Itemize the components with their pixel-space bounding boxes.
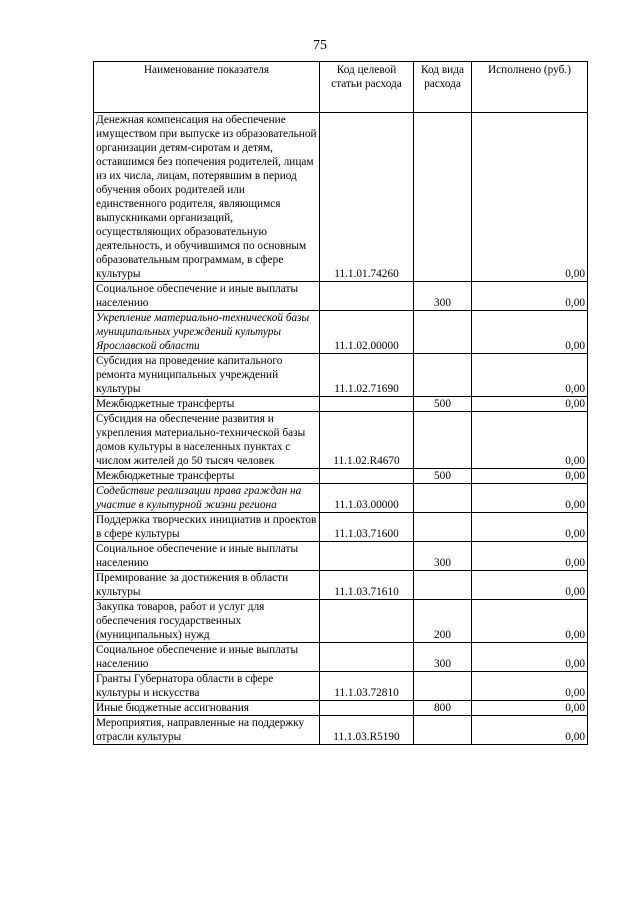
row-name-cell: Субсидия на обеспечение развития и укрепления материально-технической базы домов культуры в населенных пунктах с числом жителей до 50 тысяч человек — [94, 412, 320, 469]
table-row — [94, 354, 588, 397]
table-row — [94, 571, 588, 600]
row-target-code-cell: 11.1.02.71690 — [320, 354, 414, 397]
table-row — [94, 412, 588, 469]
row-amount-cell: 0,00 — [472, 469, 588, 484]
row-name-cell: Поддержка творческих инициатив и проектов в сфере культуры — [94, 513, 320, 542]
row-amount-cell: 0,00 — [472, 513, 588, 542]
row-amount-cell: 0,00 — [472, 542, 588, 571]
row-target-code-cell: 11.1.03.00000 — [320, 484, 414, 513]
row-name-cell: Премирование за достижения в области культуры — [94, 571, 320, 600]
row-type-code-cell — [414, 484, 472, 513]
row-type-code-cell — [414, 672, 472, 701]
row-name-cell: Денежная компенсация на обеспечение имуществом при выпуске из образовательной организации детям-сиротам и детям, оставшимся без попечения родителей, лицам из их числа, лицам, потерявшим в период обучения обоих родителей или единственного родителя, являющимся выпускниками организаций, осуществляющих образовательную деятельность, и обучившимся по основным образовательным программам, в сфере культуры — [94, 113, 320, 282]
header-type-code: Код вида расхода — [414, 62, 472, 113]
row-name-cell: Субсидия на проведение капитального ремонта муниципальных учреждений культуры — [94, 354, 320, 397]
row-amount-cell: 0,00 — [472, 311, 588, 354]
row-type-code-cell: 300 — [414, 542, 472, 571]
row-name-cell: Социальное обеспечение и иные выплаты населению — [94, 282, 320, 311]
row-target-code-cell: 11.1.03.72810 — [320, 672, 414, 701]
row-type-code-cell — [414, 311, 472, 354]
row-type-code-cell: 500 — [414, 469, 472, 484]
row-amount-cell: 0,00 — [472, 354, 588, 397]
row-amount-cell: 0,00 — [472, 716, 588, 745]
row-target-code-cell — [320, 397, 414, 412]
page-number: 75 — [313, 38, 327, 53]
row-target-code-cell: 11.1.03.71600 — [320, 513, 414, 542]
row-name-cell: Межбюджетные трансферты — [94, 469, 320, 484]
row-type-code-cell: 800 — [414, 701, 472, 716]
table-row — [94, 542, 588, 571]
row-amount-cell: 0,00 — [472, 113, 588, 282]
table-body — [94, 113, 588, 745]
row-amount-cell: 0,00 — [472, 600, 588, 643]
row-name-cell: Иные бюджетные ассигнования — [94, 701, 320, 716]
row-amount-cell: 0,00 — [472, 701, 588, 716]
row-target-code-cell — [320, 701, 414, 716]
row-target-code-cell — [320, 542, 414, 571]
row-target-code-cell: 11.1.02.00000 — [320, 311, 414, 354]
row-amount-cell: 0,00 — [472, 643, 588, 672]
row-type-code-cell — [414, 571, 472, 600]
row-name-cell: Содействие реализации права граждан на участие в культурной жизни региона — [94, 484, 320, 513]
header-name: Наименование показателя — [94, 62, 320, 113]
table-row — [94, 397, 588, 412]
table-header — [94, 62, 588, 113]
row-amount-cell: 0,00 — [472, 412, 588, 469]
row-type-code-cell: 500 — [414, 397, 472, 412]
row-type-code-cell: 300 — [414, 282, 472, 311]
row-target-code-cell: 11.1.01.74260 — [320, 113, 414, 282]
row-name-cell: Закупка товаров, работ и услуг для обеспечения государственных (муниципальных) нужд — [94, 600, 320, 643]
row-amount-cell: 0,00 — [472, 672, 588, 701]
table-row — [94, 484, 588, 513]
row-type-code-cell — [414, 513, 472, 542]
row-name-cell: Гранты Губернатора области в сфере культуры и искусства — [94, 672, 320, 701]
row-type-code-cell — [414, 113, 472, 282]
header-amount: Исполнено (руб.) — [472, 62, 588, 113]
row-type-code-cell: 300 — [414, 643, 472, 672]
row-amount-cell: 0,00 — [472, 397, 588, 412]
row-name-cell: Укрепление материально-технической базы муниципальных учреждений культуры Ярославской области — [94, 311, 320, 354]
row-target-code-cell — [320, 469, 414, 484]
row-type-code-cell — [414, 354, 472, 397]
row-name-cell: Социальное обеспечение и иные выплаты населению — [94, 542, 320, 571]
row-name-cell: Межбюджетные трансферты — [94, 397, 320, 412]
header-target-code: Код целевой статьи расхода — [320, 62, 414, 113]
expenditure-table — [93, 61, 588, 745]
table-row — [94, 701, 588, 716]
table-row — [94, 643, 588, 672]
row-type-code-cell: 200 — [414, 600, 472, 643]
table-row — [94, 672, 588, 701]
row-target-code-cell: 11.1.02.R4670 — [320, 412, 414, 469]
row-name-cell: Социальное обеспечение и иные выплаты населению — [94, 643, 320, 672]
row-target-code-cell: 11.1.03.R5190 — [320, 716, 414, 745]
table-row — [94, 600, 588, 643]
row-name-cell: Мероприятия, направленные на поддержку отрасли культуры — [94, 716, 320, 745]
table-header-row — [94, 62, 588, 113]
row-target-code-cell: 11.1.03.71610 — [320, 571, 414, 600]
row-type-code-cell — [414, 716, 472, 745]
table-row — [94, 282, 588, 311]
row-type-code-cell — [414, 412, 472, 469]
table-row — [94, 513, 588, 542]
table-row — [94, 469, 588, 484]
table-row — [94, 311, 588, 354]
row-amount-cell: 0,00 — [472, 282, 588, 311]
row-amount-cell: 0,00 — [472, 484, 588, 513]
row-amount-cell: 0,00 — [472, 571, 588, 600]
row-target-code-cell — [320, 643, 414, 672]
table-row — [94, 716, 588, 745]
row-target-code-cell — [320, 600, 414, 643]
row-target-code-cell — [320, 282, 414, 311]
table-row — [94, 113, 588, 282]
